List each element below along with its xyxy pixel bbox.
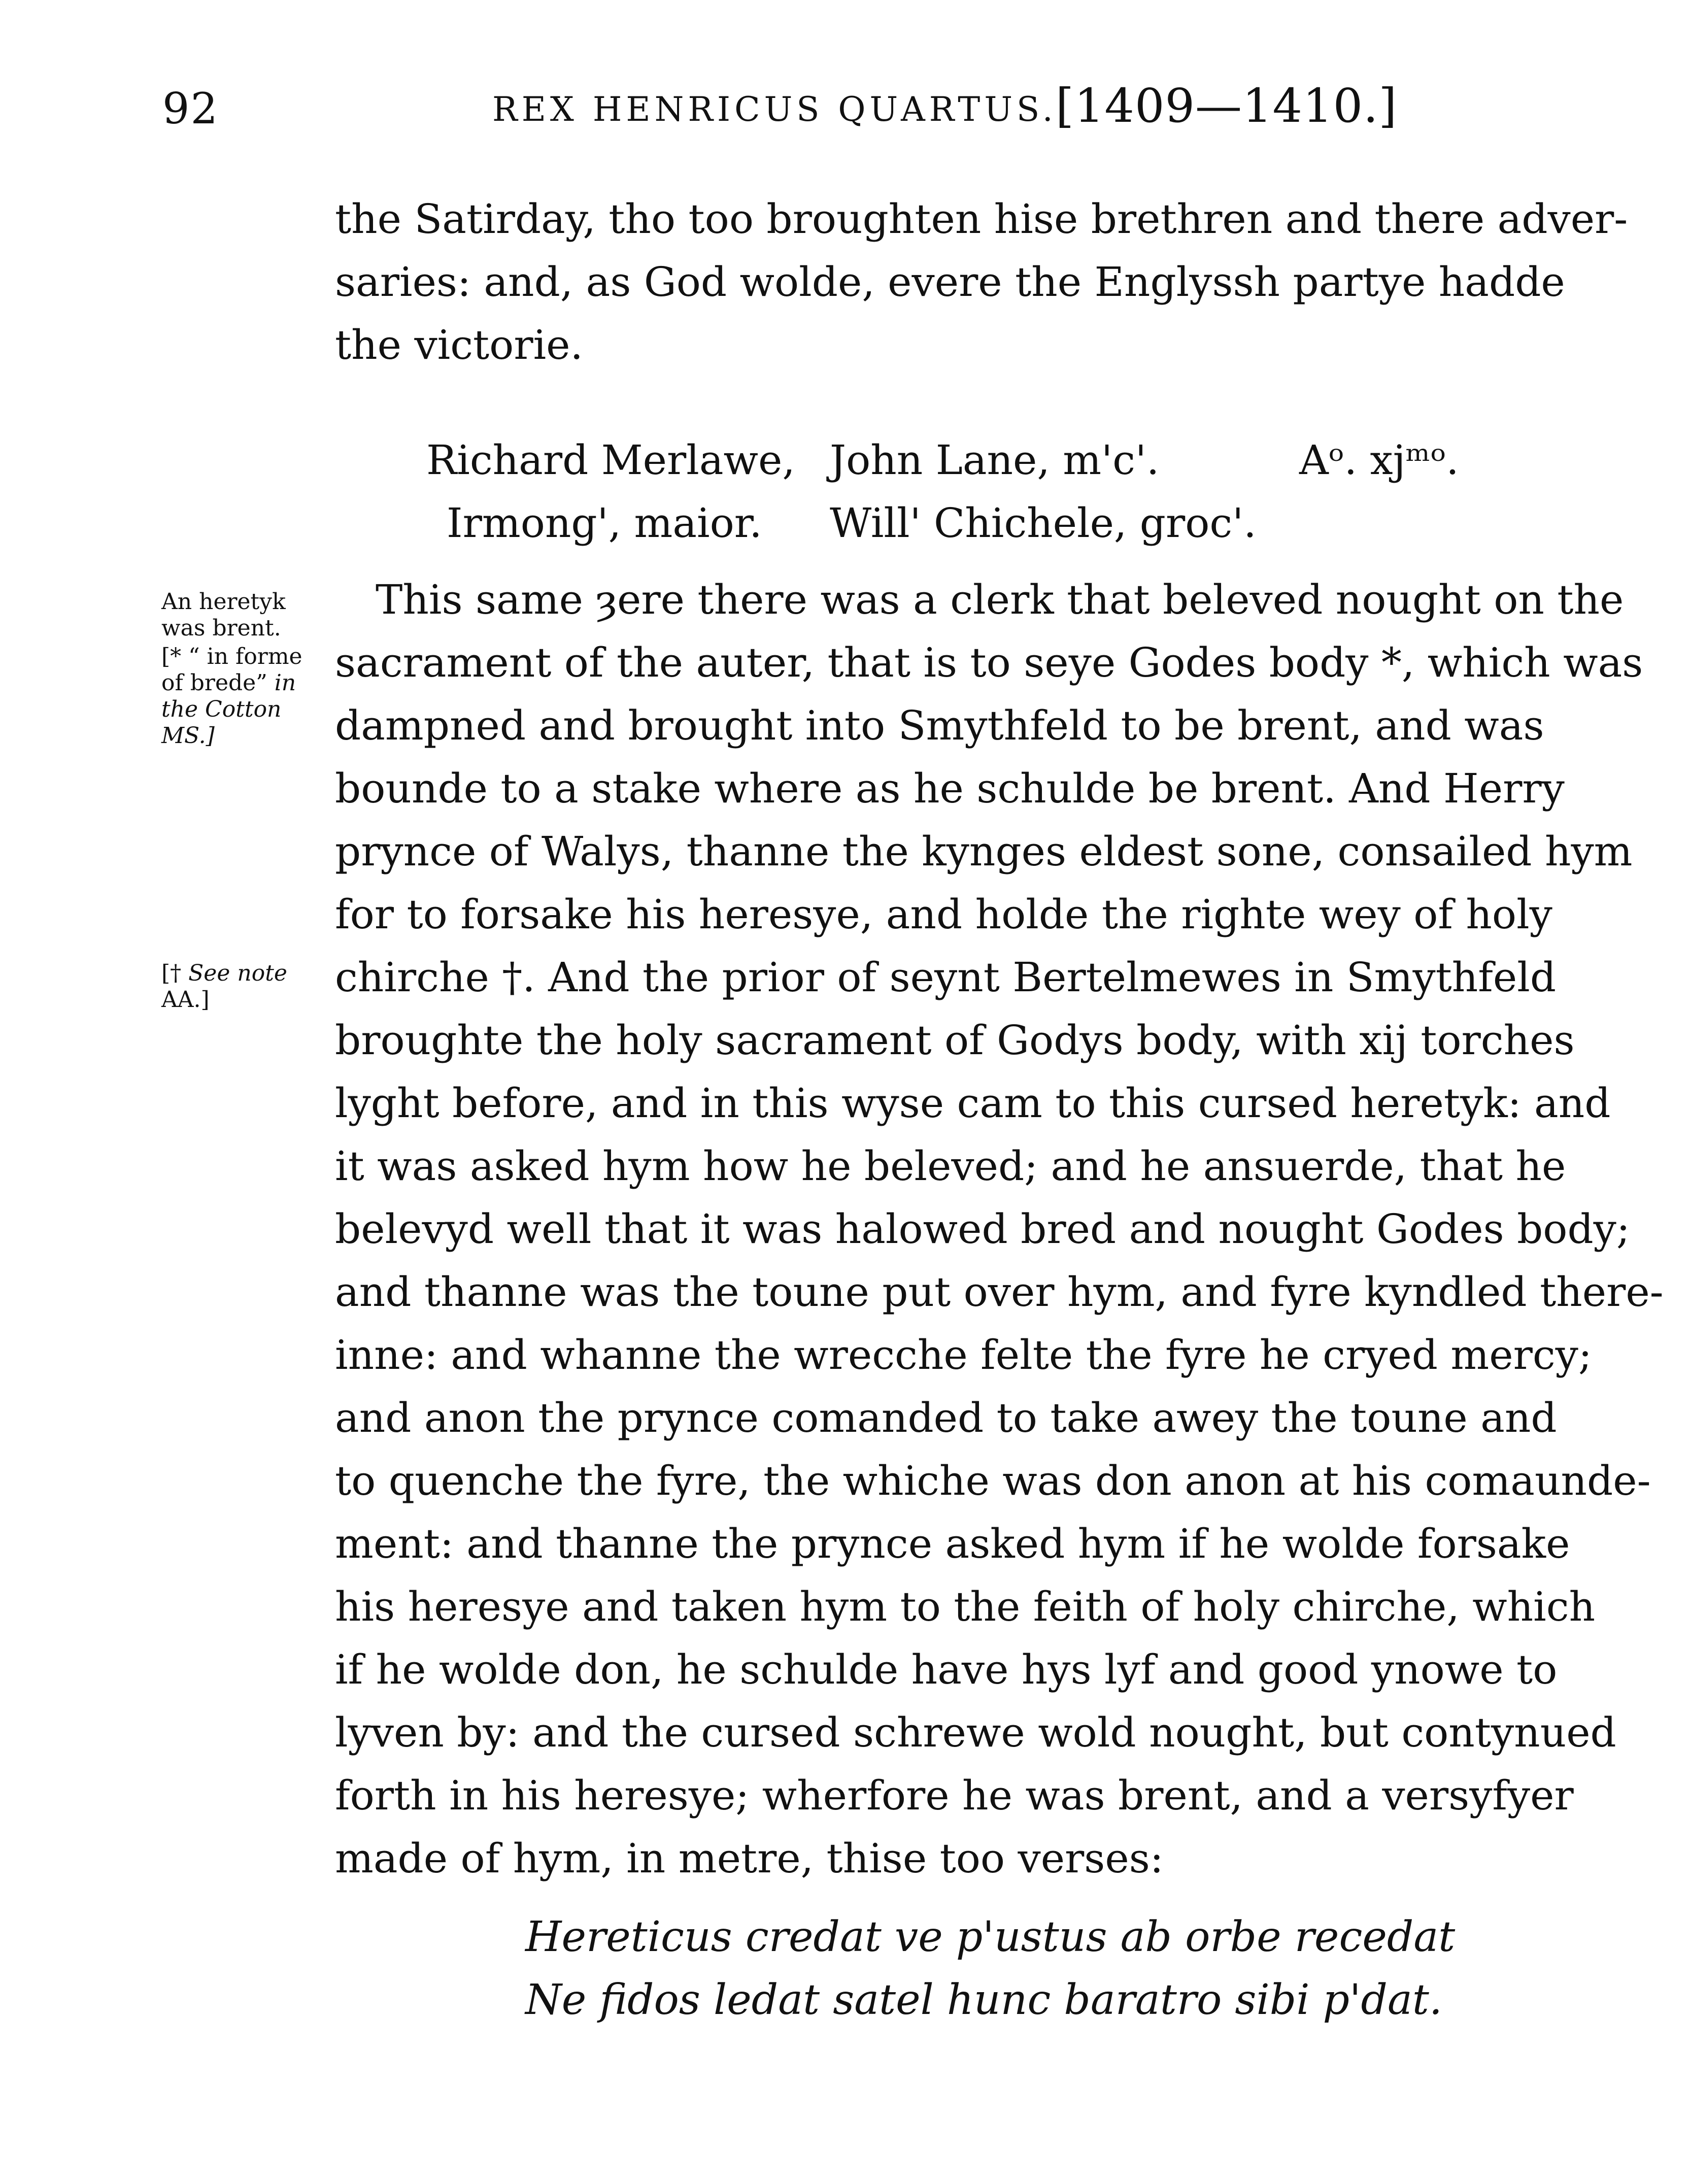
header-date-range: [1409—1410.] bbox=[1056, 79, 1398, 133]
sheriff-name: Richard Merlawe, bbox=[426, 436, 795, 484]
margin-note-italic: the Cotton bbox=[161, 696, 282, 722]
margin-note-line bbox=[161, 960, 287, 987]
margin-note-heretic bbox=[161, 589, 286, 642]
margin-note-text: [† bbox=[161, 960, 189, 986]
text-line: made of hym, in metre, thise too verses: bbox=[335, 1835, 1164, 1882]
text-line: and anon the prynce comanded to take awey the toune and bbox=[335, 1394, 1557, 1441]
margin-note-line bbox=[161, 723, 302, 749]
text-line: bounde to a stake where as he schulde be brent. And Herry bbox=[335, 765, 1565, 812]
text-line: belevyd well that it was halowed bred and nought Godes body; bbox=[335, 1205, 1630, 1253]
text-line: broughte the holy sacrament of Godys body, with xij torches bbox=[335, 1017, 1575, 1064]
text-line: lyven by: and the cursed schrewe wold nought, but contynued bbox=[335, 1709, 1616, 1756]
margin-note-footnote-star bbox=[161, 644, 302, 749]
margin-note-line bbox=[161, 696, 302, 723]
margin-note-italic: MS.] bbox=[161, 723, 215, 749]
text-line: for to forsake his heresye, and holde the righte wey of holy bbox=[335, 891, 1552, 938]
margin-note-italic: in bbox=[274, 670, 296, 696]
text-line: his heresye and taken hym to the feith of holy chirche, which bbox=[335, 1583, 1596, 1630]
regnal-year: Aᵒ. xjᵐᵒ. bbox=[1299, 436, 1459, 484]
opening-paragraph bbox=[335, 188, 1628, 377]
margin-note-italic: See note bbox=[188, 960, 287, 986]
text-line: to quenche the fyre, the whiche was don anon at his comaunde- bbox=[335, 1457, 1651, 1504]
text-line: and thanne was the toune put over hym, and fyre kyndled there- bbox=[335, 1268, 1664, 1316]
sheriff-name: Will' Chichele, groc'. bbox=[830, 499, 1257, 547]
text-line: the victorie. bbox=[335, 321, 583, 368]
text-line: lyght before, and in this wyse cam to this cursed heretyk: and bbox=[335, 1080, 1611, 1127]
text-line: This same ȝere there was a clerk that beleved nought on the bbox=[376, 576, 1624, 623]
text-line: saries: and, as God wolde, evere the Englyssh partye hadde bbox=[335, 258, 1565, 306]
text-line: it was asked hym how he beleved; and he ansuerde, that he bbox=[335, 1143, 1566, 1190]
city-officers-list bbox=[426, 436, 1523, 568]
margin-note-text: of brede” bbox=[161, 670, 275, 696]
text-line: dampned and brought into Smythfeld to be brent, and was bbox=[335, 702, 1544, 749]
text-line: the Satirday, tho too broughten hise brethren and there adver- bbox=[335, 195, 1628, 243]
margin-note-line: [* “ in forme bbox=[161, 644, 302, 669]
text-line: inne: and whanne the wrecche felte the fyre he cryed mercy; bbox=[335, 1331, 1592, 1379]
text-line: sacrament of the auter, that is to seye Godes body *, which was bbox=[335, 639, 1643, 686]
verse-line: Hereticus credat ve p'ustus ab orbe recedat bbox=[525, 1913, 1456, 1961]
latin-verses bbox=[525, 1906, 1455, 2032]
text-line: forth in his heresye; wherfore he was brent, and a versyfyer bbox=[335, 1772, 1574, 1819]
text-line: chirche †. And the prior of seynt Bertelmewes in Smythfeld bbox=[335, 954, 1557, 1001]
margin-note-line bbox=[161, 670, 302, 696]
margin-note-line: was brent. bbox=[161, 615, 281, 641]
page-number: 92 bbox=[162, 84, 219, 133]
margin-note-line: An heretyk bbox=[161, 589, 286, 615]
margin-note-line: AA.] bbox=[161, 987, 210, 1013]
text-line: prynce of Walys, thanne the kynges eldest sone, consailed hym bbox=[335, 828, 1633, 875]
sheriff-name: John Lane, m'c'. bbox=[830, 436, 1160, 484]
page-header bbox=[162, 79, 1533, 140]
text-line: ment: and thanne the prynce asked hym if he wolde forsake bbox=[335, 1520, 1570, 1567]
margin-note-footnote-dagger bbox=[161, 960, 287, 1013]
verse-line: Ne fidos ledat satel hunc baratro sibi p'dat. bbox=[525, 1976, 1442, 2024]
main-paragraph bbox=[335, 568, 1664, 1890]
running-title: REX HENRICUS QUARTUS. bbox=[492, 90, 1057, 129]
mayor-name: Irmong', maior. bbox=[447, 499, 762, 547]
text-line: if he wolde don, he schulde have hys lyf and good ynowe to bbox=[335, 1646, 1558, 1693]
